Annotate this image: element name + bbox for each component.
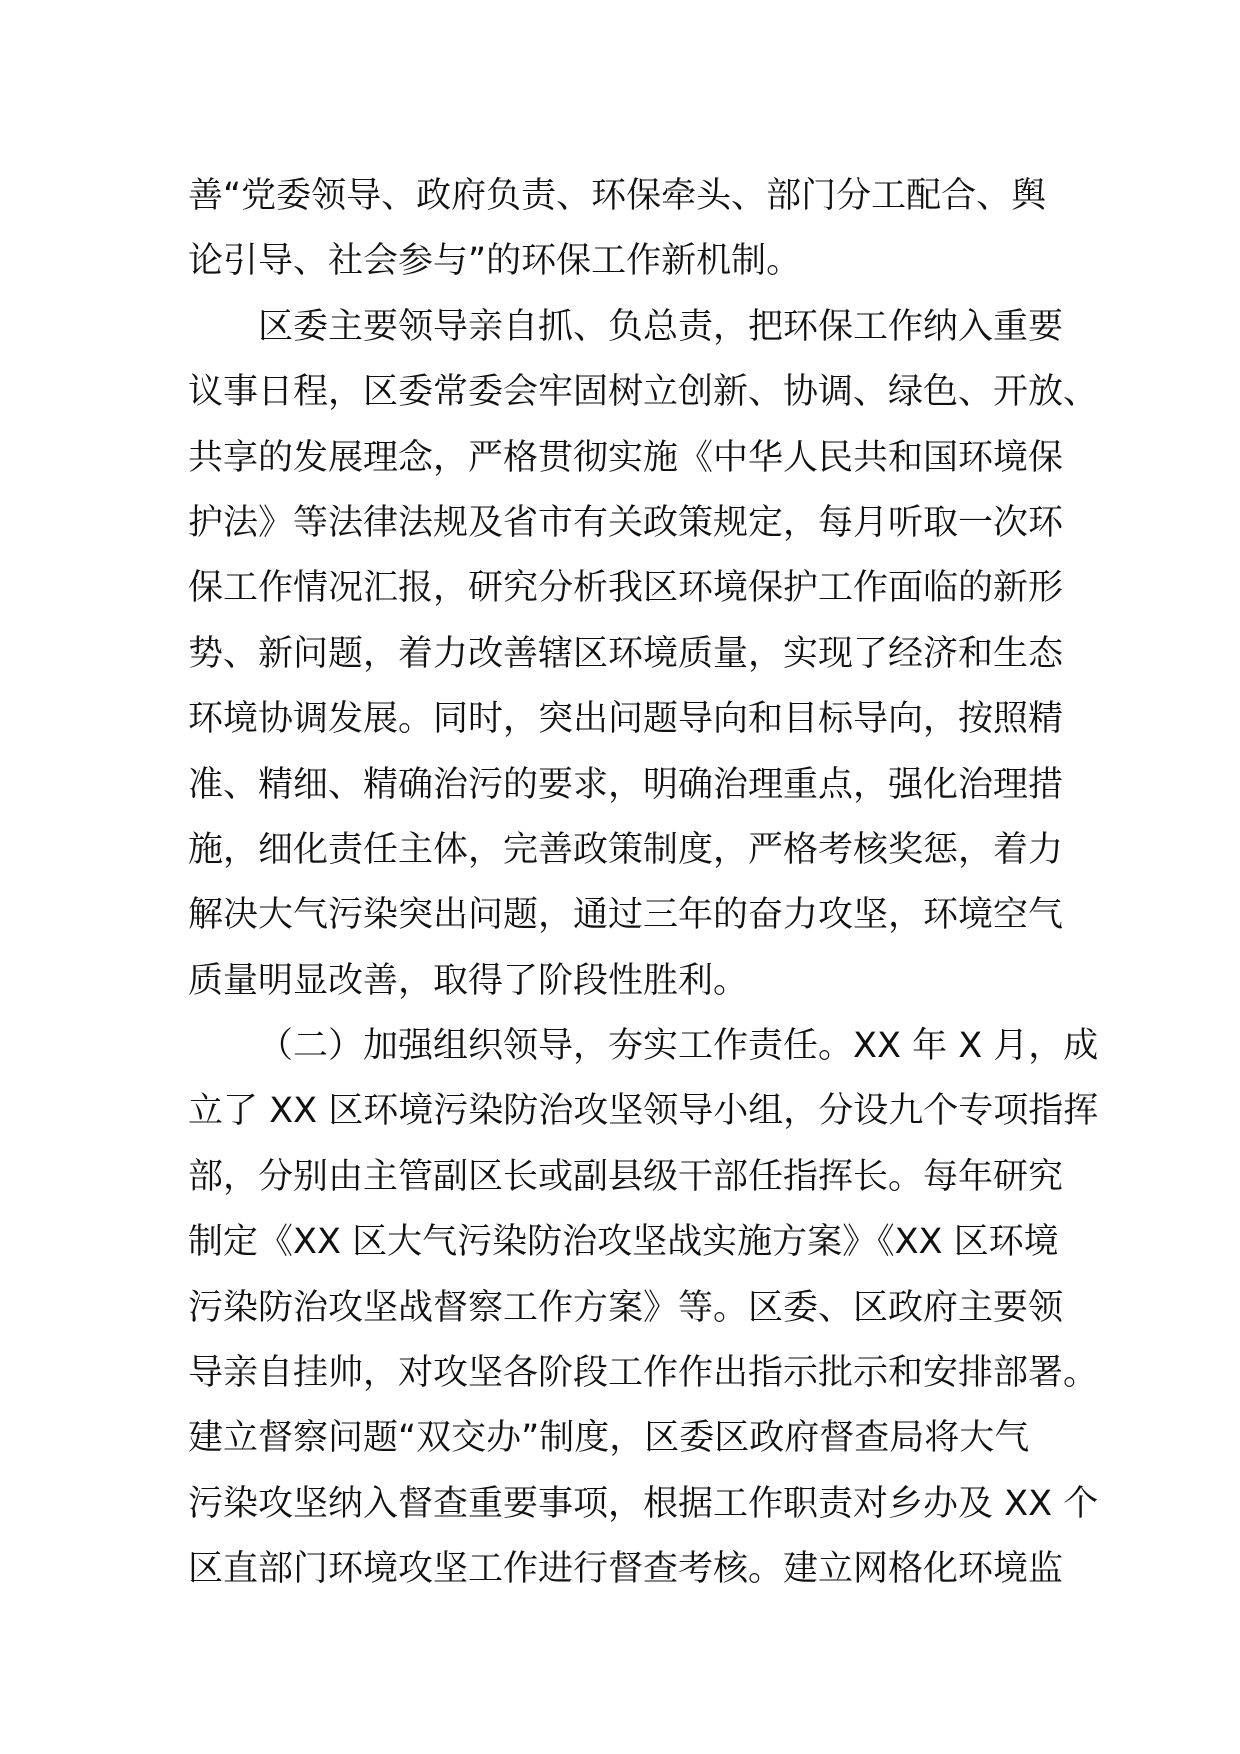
text-line: 保工作情况汇报，研究分析我区环境保护工作面临的新形: [188, 568, 1064, 609]
text-line: 环境协调发展。同时，突出问题导向和目标导向，按照精: [188, 699, 1064, 740]
text-line: 建立督察问题“双交办”制度，区委区政府督查局将大气: [188, 1418, 1030, 1459]
text-line: 区直部门环境攻坚工作进行督查考核。建立网格化环境监: [188, 1549, 1064, 1590]
text-line: 制定《XX 区大气污染防治攻坚战实施方案》《XX 区环境: [188, 1222, 1059, 1263]
body-text: [188, 164, 1099, 1603]
paragraph-start-line: 区委主要领导亲自抓、负总责，把环保工作纳入重要: [258, 306, 1064, 347]
text-line: 准、精细、精确治污的要求，明确治理重点，强化治理措: [188, 764, 1064, 805]
text-line: 论引导、社会参与”的环保工作新机制。: [188, 241, 802, 282]
text-line: 部，分别由主管副区长或副县级干部任指挥长。每年研究: [188, 1156, 1064, 1197]
text-line: 导亲自挂帅，对攻坚各阶段工作作出指示批示和安排部署。: [188, 1353, 1099, 1394]
text-line: 议事日程，区委常委会牢固树立创新、协调、绿色、开放、: [188, 372, 1099, 413]
text-line: 护法》等法律法规及省市有关政策规定，每月听取一次环: [188, 502, 1064, 543]
text-line: 解决大气污染突出问题，通过三年的奋力攻坚，环境空气: [188, 895, 1064, 936]
text-line: 污染攻坚纳入督查重要事项，根据工作职责对乡办及 XX 个: [188, 1483, 1099, 1524]
text-line: 施，细化责任主体，完善政策制度，严格考核奖惩，着力: [188, 829, 1064, 870]
text-line: 共享的发展理念，严格贯彻实施《中华人民共和国环境保: [188, 437, 1064, 478]
text-line: 污染防治攻坚战督察工作方案》等。区委、区政府主要领: [188, 1287, 1064, 1328]
text-line: 势、新问题，着力改善辖区环境质量，实现了经济和生态: [188, 633, 1064, 674]
text-line: 立了 XX 区环境污染防治攻坚领导小组，分设九个专项指挥: [188, 1091, 1099, 1132]
section-heading-line: （二）加强组织领导，夯实工作责任。XX 年 X 月，成: [258, 1026, 1099, 1067]
text-line: 质量明显改善，取得了阶段性胜利。: [188, 960, 749, 1001]
text-line: 善“党委领导、政府负责、环保牵头、部门分工配合、舆: [188, 176, 1047, 216]
